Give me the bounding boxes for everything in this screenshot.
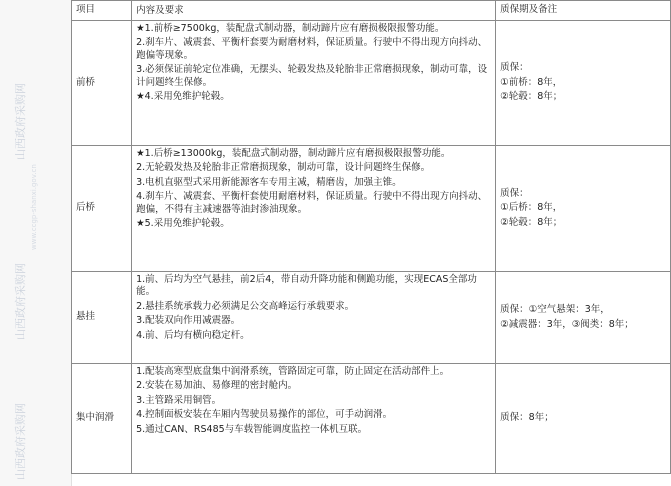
row-name: 前桥 [72,21,132,146]
list-item: 4.控制面板安装在车厢内驾驶员易操作的部位，可手动润滑。 [136,409,393,421]
list-item: 2.无轮毂发热及轮胎非正常磨损现象，制动可靠，设计问题终生保修。 [136,162,431,174]
watermark-text: 山西政府采购网 [14,83,27,160]
row-warranty [496,272,671,364]
row-content [132,364,496,474]
list-item: 1.配装高寒型底盘集中润滑系统，管路固定可靠，防止固定在活动部件上。 [136,366,450,377]
list-item: 3.配装双向作用减震器。 [136,315,241,327]
warranty-line: ①后桥：8年， [500,202,563,214]
table-row [72,272,671,364]
warranty-line: 质保： [500,62,529,74]
warranty-line: ②轮毂：8年； [500,91,563,103]
row-content [132,272,496,364]
row-warranty [496,364,671,474]
table-header-row [72,1,671,21]
watermark-url: www.ccgp-shanxi.gov.cn [30,164,38,250]
warranty-line: ②轮毂：8年； [500,216,563,228]
warranty-line: 质保：8年； [500,412,554,424]
list-item: ★1.前桥≥7500kg，装配盘式制动器，制动蹄片应有磨损极限报警功能。 [136,23,445,34]
header-content: 内容及要求 [132,1,496,21]
row-content [132,21,496,146]
warranty-line: ②减震器：3年，③阀类：8年； [500,318,634,330]
list-item: ★5.采用免维护轮毂。 [136,218,230,230]
warranty-line: 质保：①空气悬架：3年， [500,304,610,316]
list-item: ★1.后桥≥13000kg，装配盘式制动器，制动蹄片应有磨损极限报警功能。 [136,148,451,159]
row-name: 后桥 [72,146,132,272]
warranty-line: ①前桥：8年， [500,76,563,88]
table-row [72,146,671,272]
header-item: 项目 [72,1,132,21]
row-warranty [496,21,671,146]
document-page [71,0,634,486]
list-item: 2.刹车片、减震套、平衡杆套要为耐磨材料，保证质量。行驶中不得出现方向抖动、跑偏等现象。 [136,37,488,61]
list-item: 2.安装在易加油、易修理的密封舱内。 [136,380,298,392]
table-row [72,21,671,146]
list-item: 3.主管路采用铜管。 [136,394,222,406]
row-name: 集中润滑 [72,364,132,474]
watermark-text: 山西政府采购网 [14,403,27,480]
watermark-text: 山西政府采购网 [14,263,27,340]
list-item: ★4.采用免维护轮毂。 [136,91,230,103]
row-name: 悬挂 [72,272,132,364]
list-item: 5.通过CAN、RS485与车载智能调度监控一体机互联。 [136,423,368,435]
spec-table [71,0,671,474]
list-item: 4.刹车片、减震套、平衡杆套使用耐磨材料，保证质量。行驶中不得出现方向抖动、跑偏，不得有主减速器等油封渗油现象。 [136,191,488,215]
list-item: 2.悬挂系统承载力必须满足公交高峰运行承载要求。 [136,300,355,312]
table-row [72,364,671,474]
list-item: 3.必须保证前轮定位准确，无摆头、轮毂发热及轮胎非正常磨损现象，制动可靠，设计问题终生保修。 [136,64,488,88]
header-warranty: 质保期及备注 [496,1,671,21]
row-content [132,146,496,272]
list-item: 4.前、后均有横向稳定杆。 [136,329,250,341]
row-warranty [496,146,671,272]
warranty-line: 质保： [500,187,529,199]
list-item: 3.电机直驱型式采用新能源客车专用主减，精磨齿，加强主锥。 [136,176,402,188]
list-item: 1.前、后均为空气悬挂，前2后4，带自动升降功能和侧跪功能，实现ECAS全部功能。 [136,274,477,298]
watermark-sidebar [0,0,72,486]
